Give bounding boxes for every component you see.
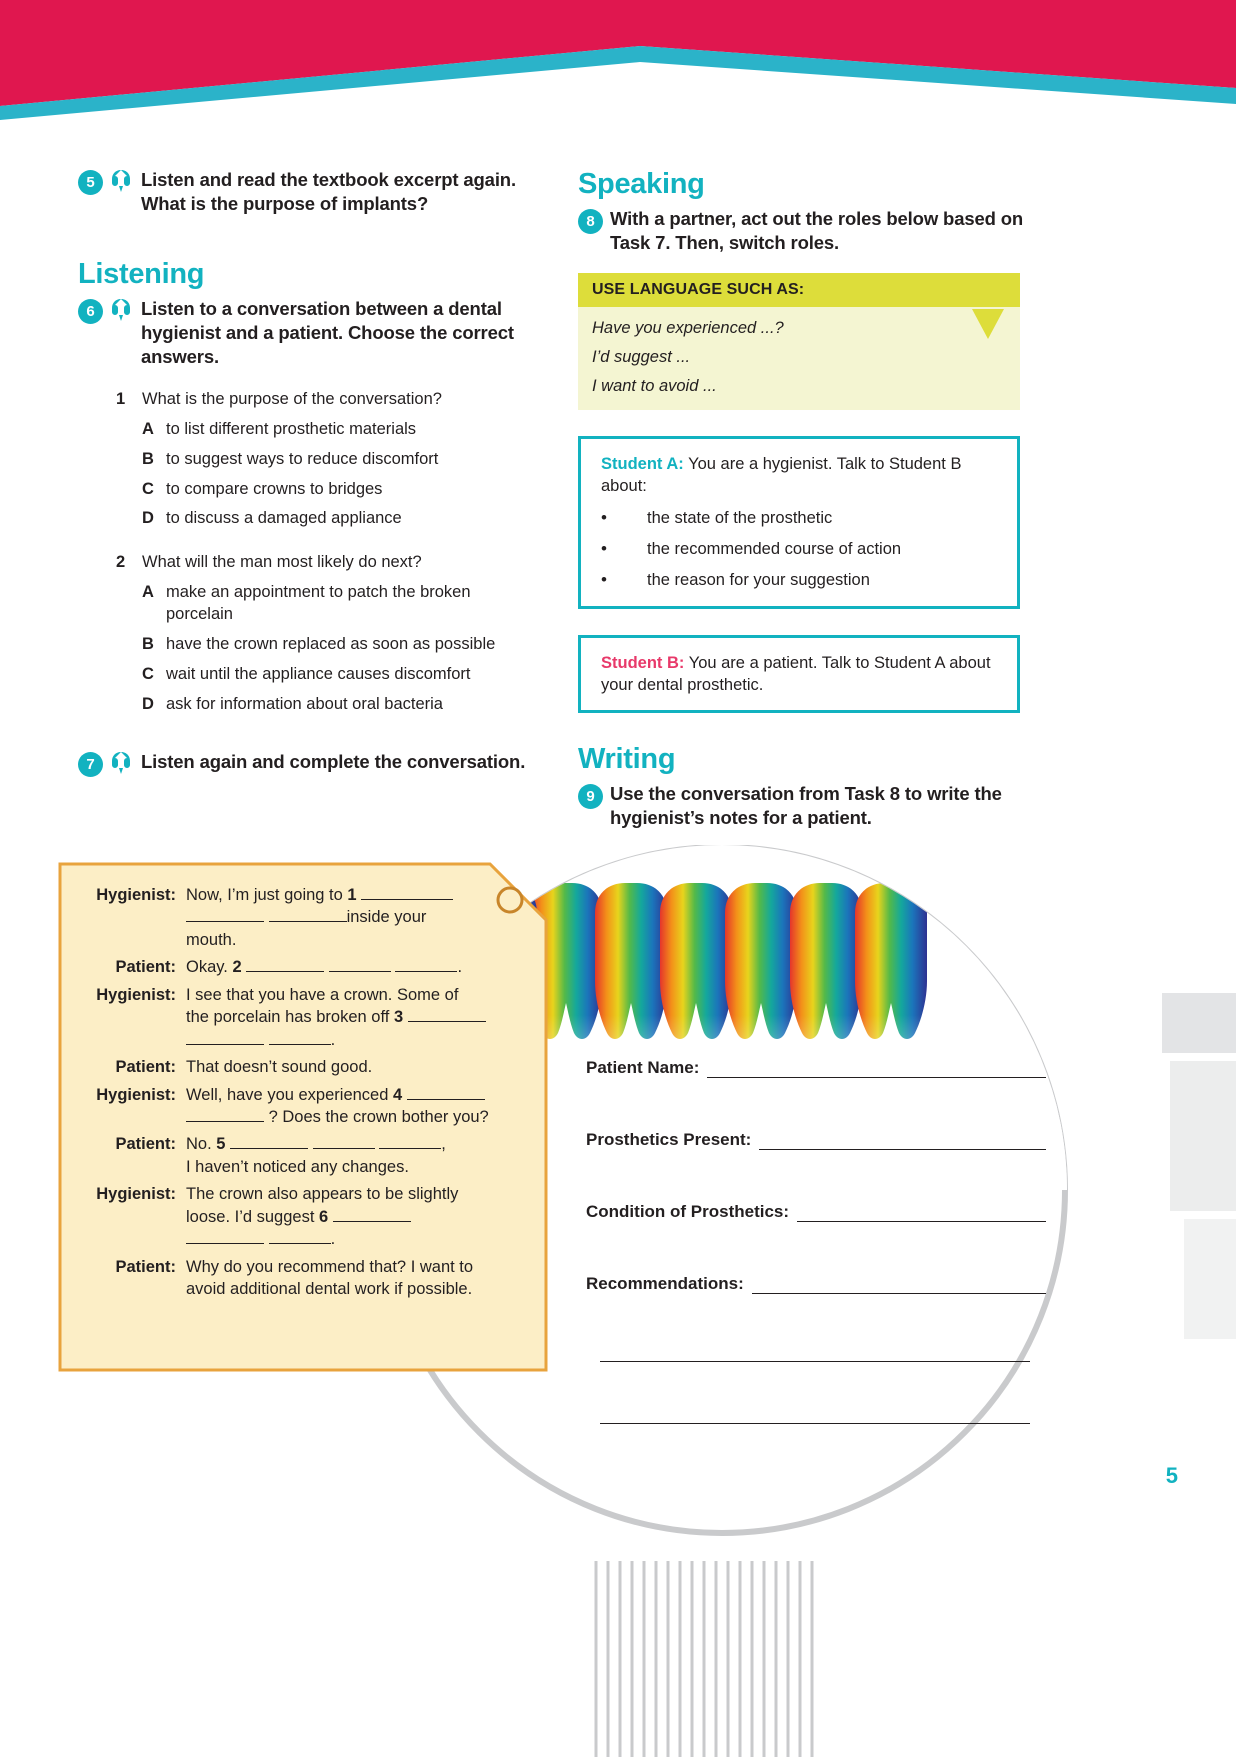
bullet-icon xyxy=(601,507,647,530)
blank-line[interactable] xyxy=(186,906,264,922)
task-6-number: 6 xyxy=(78,299,103,324)
option-text: to suggest ways to reduce discomfort xyxy=(166,449,439,468)
option-text: ask for information about oral bacteria xyxy=(166,694,443,713)
blank-line[interactable] xyxy=(186,1029,264,1045)
speaker-label: Hygienist: xyxy=(96,985,176,1004)
question-1-option-c[interactable] xyxy=(142,479,538,501)
question-1-option-b[interactable] xyxy=(142,449,538,471)
field-prosthetics-present xyxy=(586,1130,1046,1150)
option-letter: C xyxy=(142,479,154,498)
speech-pointer-icon xyxy=(972,309,1004,339)
line-6-text-c: I haven’t noticed any changes. xyxy=(186,1157,409,1176)
option-letter: A xyxy=(142,582,154,601)
blank-line[interactable] xyxy=(395,956,457,972)
student-a-text: You are a hygienist. Talk to Student B about: xyxy=(601,455,962,496)
left-column xyxy=(78,168,538,781)
task-5 xyxy=(78,168,538,216)
dialogue-tag xyxy=(58,862,548,1372)
line-5-text-b: ? Does the crown bother you? xyxy=(268,1107,489,1126)
dialogue-content xyxy=(58,862,548,1372)
speaker-label: Patient: xyxy=(115,1257,176,1276)
blank-number-5: 5 xyxy=(216,1135,226,1154)
recommendations-input-line-2[interactable] xyxy=(600,1346,1030,1362)
dialogue-line-8 xyxy=(80,1256,530,1301)
line-5-text-a: Well, have you experienced xyxy=(186,1085,389,1104)
speaker-label: Hygienist: xyxy=(96,1185,176,1204)
blank-line[interactable] xyxy=(333,1206,411,1222)
speaker-label: Patient: xyxy=(115,1135,176,1154)
field-recommendations xyxy=(586,1274,1046,1294)
question-1-number: 1 xyxy=(116,390,126,409)
question-1 xyxy=(116,389,538,530)
use-language-title: USE LANGUAGE SUCH AS: xyxy=(578,273,1020,307)
blank-line[interactable] xyxy=(246,956,324,972)
line-8-text-b: avoid additional dental work if possible. xyxy=(186,1280,473,1298)
blank-line[interactable] xyxy=(407,1084,485,1100)
use-language-box xyxy=(578,273,1020,410)
dialogue-text xyxy=(186,984,530,1051)
question-1-text: What is the purpose of the conversation? xyxy=(142,390,442,409)
headphones-icon xyxy=(110,169,132,193)
prosthetics-present-input[interactable] xyxy=(759,1134,1046,1150)
line-7-text-b: loose. I’d suggest xyxy=(186,1207,315,1226)
dialogue-text xyxy=(186,1183,530,1250)
question-2-text: What will the man most likely do next? xyxy=(142,553,422,572)
dialogue-line-5 xyxy=(80,1084,530,1129)
task-8-number: 8 xyxy=(578,209,603,234)
blank-number-6: 6 xyxy=(319,1207,329,1226)
student-b-text: You are a patient. Talk to Student A about your dental prosthetic. xyxy=(601,653,991,694)
list-item xyxy=(601,538,1001,561)
line-3-text-b: the porcelain has broken off xyxy=(186,1008,390,1027)
task-5-text: Listen and read the textbook excerpt again. What is the purpose of implants? xyxy=(141,169,516,215)
line-2-text-a: Okay. xyxy=(186,958,228,977)
phrase-2: I’d suggest ... xyxy=(592,348,691,367)
line-1-text-a: Now, I’m just going to xyxy=(186,886,343,904)
task-9-number: 9 xyxy=(578,784,603,809)
dialogue-line-2 xyxy=(80,956,530,978)
task-8-text: With a partner, act out the roles below based on Task 7. Then, switch roles. xyxy=(610,208,1024,254)
task-7 xyxy=(78,750,538,777)
blank-line[interactable] xyxy=(269,906,347,922)
bullet-icon xyxy=(601,569,647,592)
option-text: make an appointment to patch the broken porcelain xyxy=(166,582,471,623)
student-a-box xyxy=(578,436,1020,609)
dialogue-line-4 xyxy=(80,1056,530,1078)
dialogue-line-6 xyxy=(80,1133,530,1178)
list-item xyxy=(601,507,1001,530)
blank-line[interactable] xyxy=(408,1006,486,1022)
blank-line[interactable] xyxy=(329,956,391,972)
blank-number-4: 4 xyxy=(393,1085,403,1104)
field-label: Condition of Prosthetics: xyxy=(586,1202,790,1221)
dialogue-line-3 xyxy=(80,984,530,1051)
option-text: to discuss a damaged appliance xyxy=(166,509,402,528)
listening-heading: Listening xyxy=(78,258,205,291)
option-letter: D xyxy=(142,509,154,528)
page-header-banner xyxy=(0,0,1236,120)
blank-line[interactable] xyxy=(361,884,453,900)
speaker-label: Patient: xyxy=(115,1058,176,1077)
blank-number-2: 2 xyxy=(232,958,242,977)
student-a-bullets xyxy=(601,507,1001,591)
speaker-label: Patient: xyxy=(115,958,176,977)
line-1-text-b: inside your xyxy=(346,908,427,927)
recommendations-input-line-3[interactable] xyxy=(600,1408,1030,1424)
bullet-text: the state of the prosthetic xyxy=(647,509,833,528)
field-label: Patient Name: xyxy=(586,1058,700,1077)
condition-of-prosthetics-input[interactable] xyxy=(797,1206,1046,1222)
page-number: 5 xyxy=(1165,1463,1178,1488)
dialogue-line-7 xyxy=(80,1183,530,1250)
student-a-line xyxy=(601,453,1001,497)
line-3-text-a: I see that you have a crown. Some of xyxy=(186,985,459,1004)
question-list xyxy=(116,389,538,715)
task-7-number: 7 xyxy=(78,752,103,777)
phrase-1: Have you experienced ...? xyxy=(592,319,784,338)
blank-line[interactable] xyxy=(269,1228,331,1244)
recommendations-input[interactable] xyxy=(752,1278,1046,1294)
headphones-icon xyxy=(110,298,132,322)
student-a-label: Student A: xyxy=(601,455,684,474)
option-letter: B xyxy=(142,634,154,653)
option-text: wait until the appliance causes discomfort xyxy=(166,664,471,683)
question-1-option-d[interactable] xyxy=(142,508,538,530)
blank-line[interactable] xyxy=(379,1133,441,1149)
list-item xyxy=(601,569,1001,592)
line-8-text-a: Why do you recommend that? I want to xyxy=(186,1257,474,1276)
line-6-comma: , xyxy=(441,1135,446,1154)
dialogue-text xyxy=(186,884,530,951)
field-condition-of-prosthetics xyxy=(586,1202,1046,1222)
bullet-text: the reason for your suggestion xyxy=(647,570,870,589)
task-7-text: Listen again and complete the conversation. xyxy=(141,750,526,772)
question-2-option-d[interactable] xyxy=(142,694,538,716)
task-9 xyxy=(578,782,1038,830)
right-column xyxy=(578,168,1038,834)
line-7-text-a: The crown also appears to be slightly xyxy=(186,1185,459,1204)
task-6-text: Listen to a conversation between a dental hygienist and a patient. Choose the correct answers. xyxy=(141,298,514,368)
question-2 xyxy=(116,552,538,715)
task-8 xyxy=(578,207,1038,255)
field-label: Recommendations: xyxy=(586,1274,744,1293)
option-text: to compare crowns to bridges xyxy=(166,479,383,498)
field-label: Prosthetics Present: xyxy=(586,1130,752,1149)
student-b-label: Student B: xyxy=(601,653,685,672)
speaker-label: Hygienist: xyxy=(96,1085,176,1104)
patient-name-input[interactable] xyxy=(707,1062,1046,1078)
bullet-icon xyxy=(601,538,647,561)
question-2-option-b[interactable] xyxy=(142,634,538,656)
option-letter: A xyxy=(142,419,154,438)
dialogue-text xyxy=(186,956,530,978)
line-2-end: . xyxy=(457,958,463,977)
blank-line[interactable] xyxy=(269,1029,331,1045)
dialogue-text xyxy=(186,1256,530,1301)
dialogue-text xyxy=(186,1084,530,1129)
task-6 xyxy=(78,297,538,369)
option-text: to list different prosthetic materials xyxy=(166,419,417,438)
use-language-phrases xyxy=(578,307,1020,410)
blank-line[interactable] xyxy=(186,1106,264,1122)
dialogue-line-1 xyxy=(80,884,530,951)
phrase-3: I want to avoid ... xyxy=(592,377,717,396)
dialogue-text xyxy=(186,1133,530,1178)
speaker-label: Hygienist: xyxy=(96,886,176,904)
question-2-number: 2 xyxy=(116,553,126,572)
task-5-number: 5 xyxy=(78,170,103,195)
blank-number-1: 1 xyxy=(347,886,357,904)
bullet-text: the recommended course of action xyxy=(647,540,902,559)
line-6-text-a: No. xyxy=(186,1135,212,1154)
field-patient-name xyxy=(586,1058,1046,1078)
question-2-option-c[interactable] xyxy=(142,664,538,686)
student-b-box xyxy=(578,635,1020,713)
writing-heading: Writing xyxy=(578,742,676,775)
line-7-end: . xyxy=(330,1230,336,1249)
task-9-text: Use the conversation from Task 8 to write the hygienist’s notes for a patient. xyxy=(610,782,1002,828)
line-3-end: . xyxy=(330,1030,336,1049)
blank-line[interactable] xyxy=(230,1133,308,1149)
dialogue-text: That doesn’t sound good. xyxy=(186,1058,373,1077)
question-1-option-a[interactable] xyxy=(142,419,538,441)
option-text: have the crown replaced as soon as possible xyxy=(166,634,496,653)
option-letter: B xyxy=(142,449,154,468)
hygienist-notes-form xyxy=(586,1058,1046,1470)
blank-line[interactable] xyxy=(313,1133,375,1149)
question-2-option-a[interactable] xyxy=(142,582,538,626)
option-letter: C xyxy=(142,664,154,683)
speaking-heading: Speaking xyxy=(578,168,705,200)
blank-number-3: 3 xyxy=(393,1008,404,1027)
option-letter: D xyxy=(142,694,154,713)
blank-line[interactable] xyxy=(186,1228,264,1244)
line-1-text-c: mouth. xyxy=(186,930,237,949)
headphones-icon xyxy=(110,751,132,775)
